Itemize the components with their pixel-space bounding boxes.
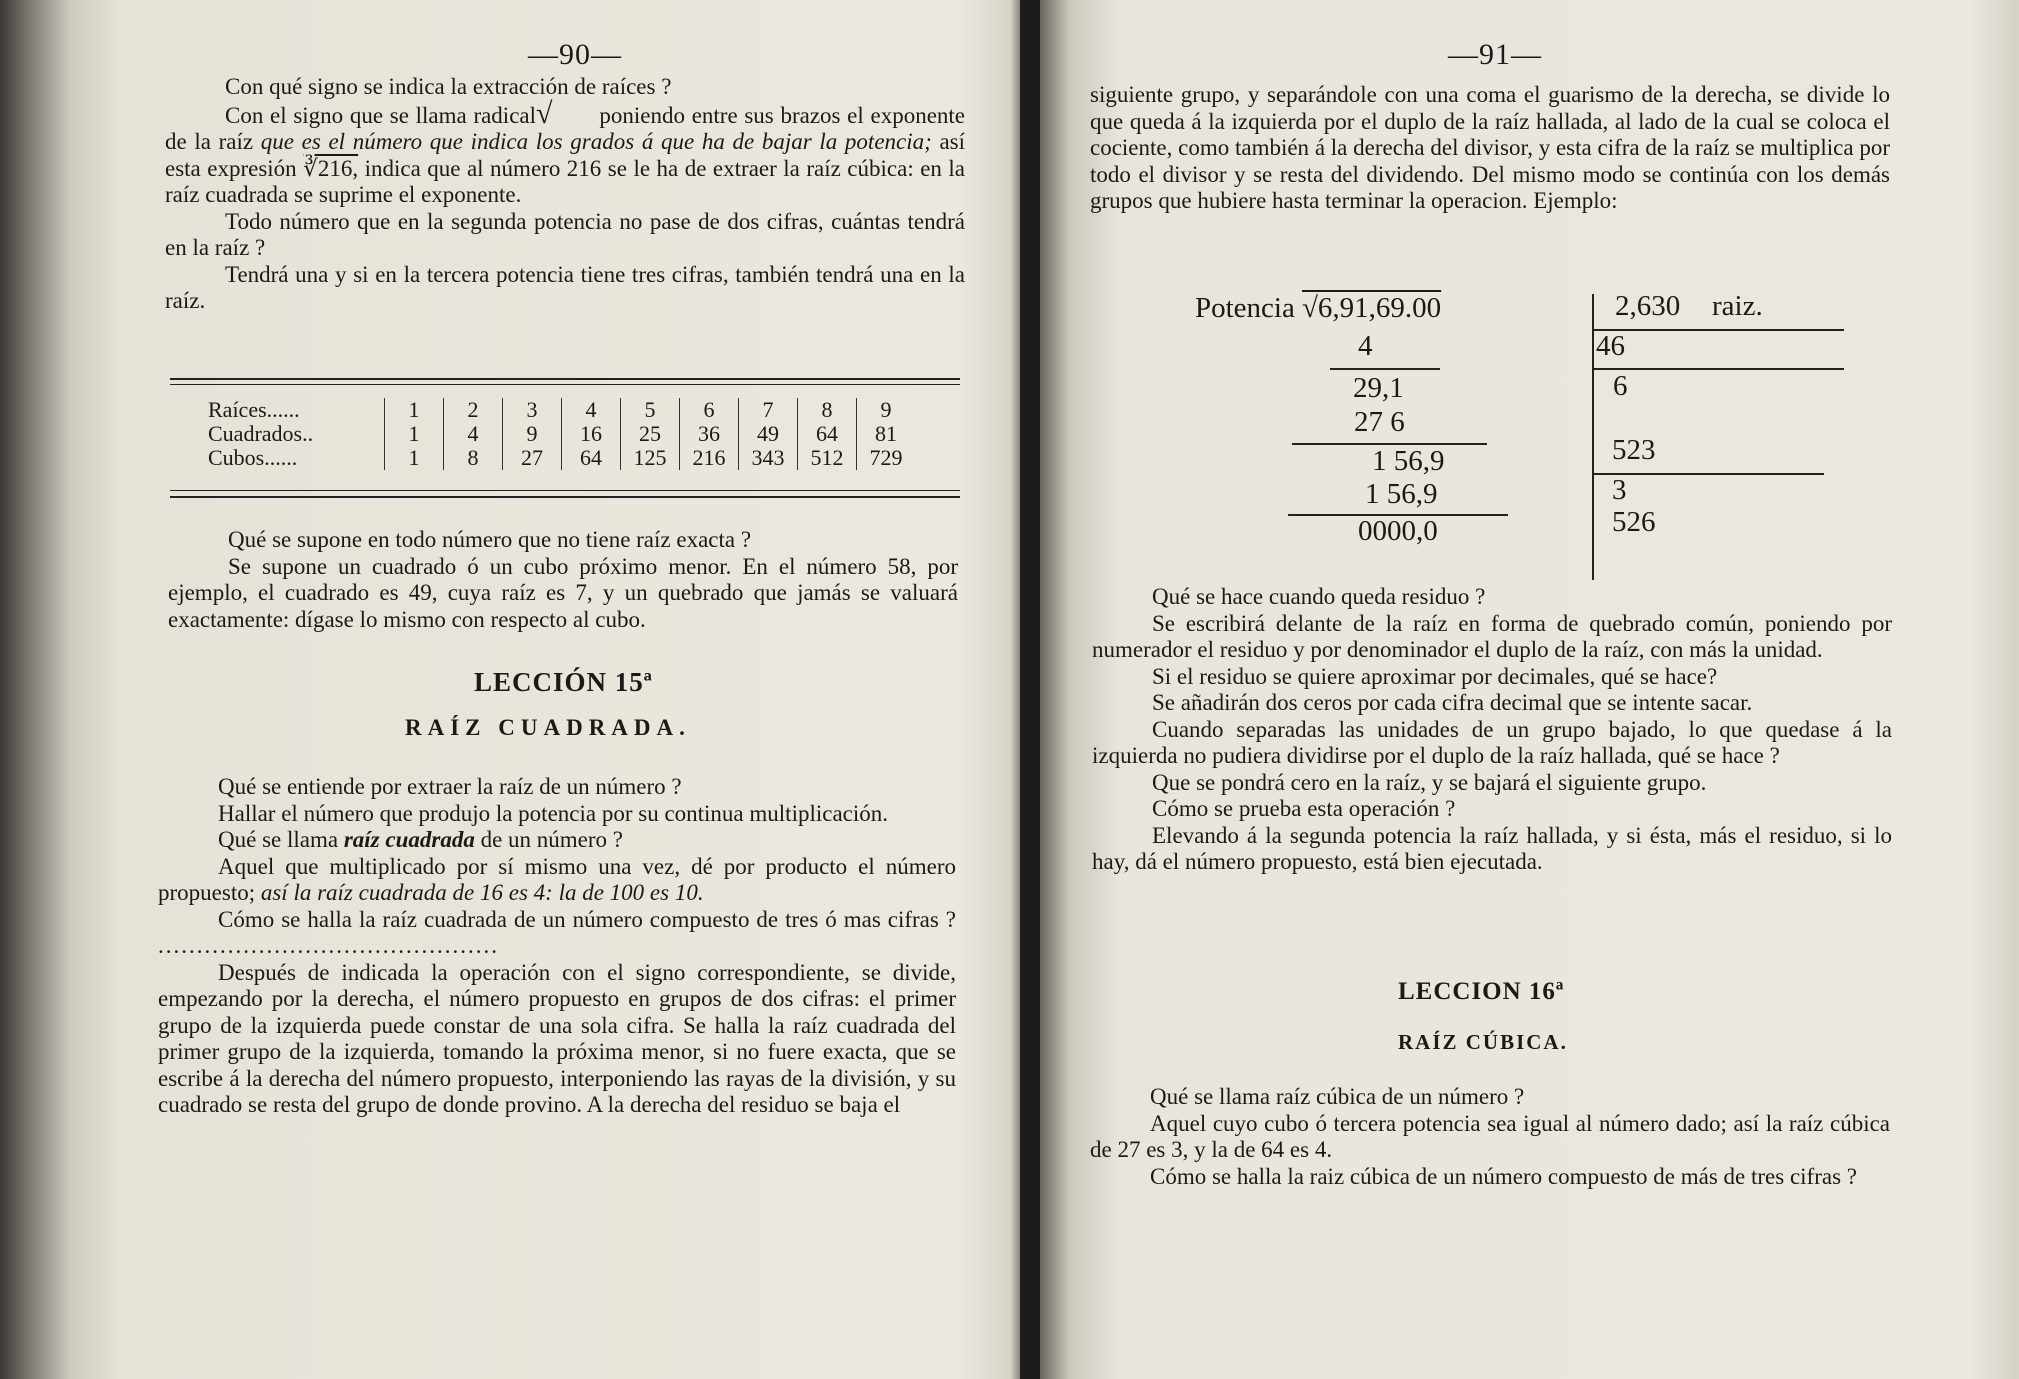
- division-bar: [1592, 294, 1594, 580]
- row-label: Raíces......: [208, 397, 300, 422]
- radicand: √6,91,69.00: [1302, 292, 1442, 324]
- page-number-right: —91—: [1448, 38, 1542, 71]
- table-top-rule: [170, 378, 960, 380]
- table-cell: 9: [857, 398, 916, 422]
- table-cell: 5: [621, 398, 680, 422]
- table-bottom-rule: [170, 496, 960, 498]
- question-extract-root: Qué se entiende por extraer la raíz de un número ?: [218, 774, 682, 799]
- right-intro-text: [1090, 82, 1890, 215]
- divisor-5: 526: [1612, 506, 1656, 538]
- cube-root-heading: RAÍZ CÚBICA.: [1398, 1030, 1568, 1054]
- table-cell: 9: [503, 422, 562, 446]
- table-cell: 81: [857, 422, 916, 446]
- table-cell: 16: [562, 422, 621, 446]
- calc-line-3: 27 6: [1354, 406, 1405, 438]
- roots-table: [208, 398, 915, 470]
- answer-cube-root: Aquel cuyo cubo ó tercera potencia sea igual al número dado; así la raíz cúbica de 27 es 3, y la de 64 es 4.: [1090, 1110, 1890, 1162]
- table-top-rule-thin: [170, 384, 960, 385]
- row-label: Cubos......: [208, 445, 298, 470]
- potencia-label: Potencia: [1195, 292, 1295, 324]
- table-cell: 512: [798, 446, 857, 470]
- question-cube-root: Qué se llama raíz cúbica de un número ?: [1150, 1084, 1525, 1109]
- left-lower-text: [158, 774, 956, 1119]
- table-row: [208, 446, 915, 470]
- table-cell: 1: [385, 446, 444, 470]
- divisor-1: 46: [1596, 330, 1625, 362]
- table-cell: 8: [444, 446, 503, 470]
- table-cell: 64: [798, 422, 857, 446]
- answer-decimals: Se añadirán dos ceros por cada cifra decimal que se intente sacar.: [1152, 690, 1753, 715]
- answer-remainder: Se escribirá delante de la raíz en forma de quebrado común, poniendo por numerador el residuo y por denominador el duplo de la raíz, con más la unidad.: [1092, 610, 1892, 662]
- divisor-3: 523: [1612, 434, 1656, 466]
- calc-line-6: 0000,0: [1358, 515, 1438, 547]
- answer-inexact-root: Se supone un cuadrado ó un cubo próximo menor. En el número 58, por ejemplo, el cuadrado es 49, cuya raíz es 7, y un quebrado que jamás se valuará exactamente: dígase lo mismo con respecto al cubo.: [168, 553, 958, 632]
- answer-proof: Elevando á la segunda potencia la raíz hallada, y si ésta, más el residuo, si lo hay, dá el número propuesto, está bien ejecutada.: [1092, 822, 1892, 874]
- question-radical-sign: Con qué signo se indica la extracción de raíces ?: [225, 74, 672, 99]
- table-cell: 2: [444, 398, 503, 422]
- square-root-heading: RAÍZ CUADRADA.: [405, 715, 691, 740]
- book-gutter: [1020, 0, 1040, 1379]
- table-cell: 8: [798, 398, 857, 422]
- root-underline: [1594, 329, 1844, 331]
- calc-rule-1: [1330, 368, 1440, 370]
- table-cell: 3: [503, 398, 562, 422]
- question-remainder: Qué se hace cuando queda residuo ?: [1152, 584, 1486, 609]
- answer-extract-root: Hallar el número que produjo la potencia por su continua multiplicación.: [218, 800, 888, 826]
- divisor-rule-2: [1594, 473, 1824, 475]
- right-page: [1040, 0, 2019, 1379]
- question-compound-square-root: Cómo se halla la raíz cuadrada de un número compuesto de tres ó mas cifras ? ............................................: [158, 906, 956, 958]
- lesson-16-heading: LECCION 16ª: [1398, 978, 1565, 1005]
- continued-procedure: siguiente grupo, y separándole con una coma el guarismo de la derecha, se divide lo que queda á la izquierda por el duplo de la raíz hallada, al lado de la cual se coloca el cociente, como también á la derecha del divisor, y esta cifra de la raíz se multiplica por todo el divisor y se resta del dividendo. Del mismo modo se continúa con los demás grupos que hubiere hasta terminar la operacion. Ejemplo:: [1090, 82, 1890, 213]
- left-intro-text: [165, 74, 965, 315]
- root-label: raiz.: [1712, 290, 1763, 322]
- calc-line-1: 4: [1358, 330, 1373, 362]
- question-digits: Todo número que en la segunda potencia no pase de dos cifras, cuántas tendrá en la raíz ?: [165, 208, 965, 260]
- table-cell: 7: [739, 398, 798, 422]
- divisor-rule-1: [1594, 368, 1844, 370]
- table-cell: 49: [739, 422, 798, 446]
- table-cell: 125: [621, 446, 680, 470]
- table-cell: 36: [680, 422, 739, 446]
- table-cell: 6: [680, 398, 739, 422]
- table-cell: 343: [739, 446, 798, 470]
- lesson-15-heading: LECCIÓN 15ª: [474, 667, 653, 697]
- answer-radical-sign: Con el signo que se llama radical√ poniendo entre sus brazos el exponente de la raíz que es el número que indica los grados á que ha de bajar la potencia; así esta expresión ∛216, indica que al número 216 se le ha de extraer la raíz cúbica: en la raíz cuadrada se suprime el exponente.: [165, 96, 966, 207]
- table-cell: 4: [444, 422, 503, 446]
- calc-line-4: 1 56,9: [1372, 445, 1445, 477]
- table-cell: 216: [680, 446, 739, 470]
- answer-compound-square-root: Después de indicada la operación con el signo correspondiente, se divide, empezando por la derecha, el número propuesto en grupos de dos cifras: el primer grupo de la izquierda puede constar de una sola cifra. Se halla la raíz cuadrada del primer grupo de la izquierda, tomando la próxima menor, si no fuere exacta, que se escribe á la derecha del número propuesto, interponiendo las rayas de la división, y su cuadrado se resta del grupo de donde provino. A la derecha del residuo se baja el: [158, 959, 956, 1117]
- row-label: Cuadrados..: [208, 421, 314, 446]
- answer-not-divisible: Que se pondrá cero en la raíz, y se bajará el siguiente grupo.: [1152, 769, 1707, 795]
- question-compound-cube-root: Cómo se halla la raiz cúbica de un número compuesto de más de tres cifras ?: [1150, 1163, 1857, 1189]
- calc-line-2: 29,1: [1353, 372, 1404, 404]
- table-row: [208, 422, 915, 446]
- divisor-4: 3: [1612, 474, 1627, 506]
- table-cell: 27: [503, 446, 562, 470]
- table-cell: 1: [385, 422, 444, 446]
- page-number-left: —90—: [528, 38, 622, 71]
- table-cell: 4: [562, 398, 621, 422]
- divisor-2: 6: [1613, 370, 1628, 402]
- right-lower-text: [1090, 1084, 1890, 1190]
- calc-line-5: 1 56,9: [1365, 478, 1438, 510]
- table-cell: 25: [621, 422, 680, 446]
- table-cell: 1: [385, 398, 444, 422]
- table-row: [208, 398, 915, 422]
- question-not-divisible: Cuando separadas las unidades de un grupo bajado, lo que quedase á la izquierda no pudiera dividirse por el duplo de la raíz hallada, qué se hace ?: [1092, 716, 1892, 768]
- question-inexact-root: Qué se supone en todo número que no tiene raíz exacta ?: [228, 527, 752, 552]
- root-value: 2,630: [1615, 290, 1681, 322]
- right-middle-text: [1092, 584, 1892, 876]
- answer-square-root: Aquel que multiplicado por sí mismo una vez, dé por producto el número propuesto; así la raíz cuadrada de 16 es 4: la de 100 es 10.: [158, 853, 956, 905]
- answer-digits: Tendrá una y si en la tercera potencia tiene tres cifras, también tendrá una en la raíz.: [165, 261, 965, 313]
- question-proof: Cómo se prueba esta operación ?: [1152, 796, 1456, 821]
- table-bottom-rule-thin: [170, 490, 960, 491]
- left-middle-text: [168, 527, 958, 633]
- question-decimals: Si el residuo se quiere aproximar por decimales, qué se hace?: [1152, 663, 1718, 689]
- table-cell: 64: [562, 446, 621, 470]
- table-cell: 729: [857, 446, 916, 470]
- question-square-root: Qué se llama raíz cuadrada de un número ?: [218, 827, 624, 852]
